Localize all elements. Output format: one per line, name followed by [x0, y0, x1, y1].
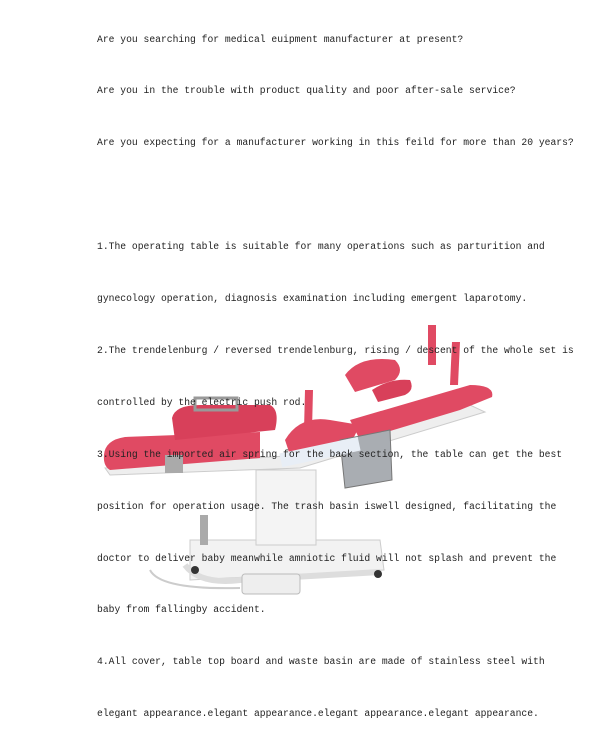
- description-text: [97, 0, 574, 740]
- intro-line: Are you expecting for a manufacturer working in this feild for more than 20 years?: [97, 137, 574, 149]
- intro-line: Are you in the trouble with product quality and poor after-sale service?: [97, 85, 516, 97]
- feature-line: baby from fallingby accident.: [97, 604, 266, 616]
- feature-line: elegant appearance.elegant appearance.elegant appearance.elegant appearance.: [97, 708, 539, 720]
- feature-line: 2.The trendelenburg / reversed trendelenburg, rising / descent of the whole set is: [97, 344, 574, 356]
- feature-line: 1.The operating table is suitable for many operations such as parturition and: [97, 241, 545, 253]
- feature-line: controlled by the electric push rod.: [97, 396, 307, 408]
- feature-line: gynecology operation, diagnosis examination including emergent laparotomy.: [97, 293, 528, 305]
- feature-line: 3.Using the imported air spring for the back section, the table can get the best: [97, 448, 563, 460]
- feature-line: doctor to deliver baby meanwhile amniotic fluid will not splash and prevent the: [97, 552, 557, 564]
- feature-line: position for operation usage. The trash basin iswell designed, facilitating the: [97, 500, 557, 512]
- intro-line: Are you searching for medical euipment manufacturer at present?: [97, 33, 464, 45]
- feature-line: 4.All cover, table top board and waste basin are made of stainless steel with: [97, 656, 545, 668]
